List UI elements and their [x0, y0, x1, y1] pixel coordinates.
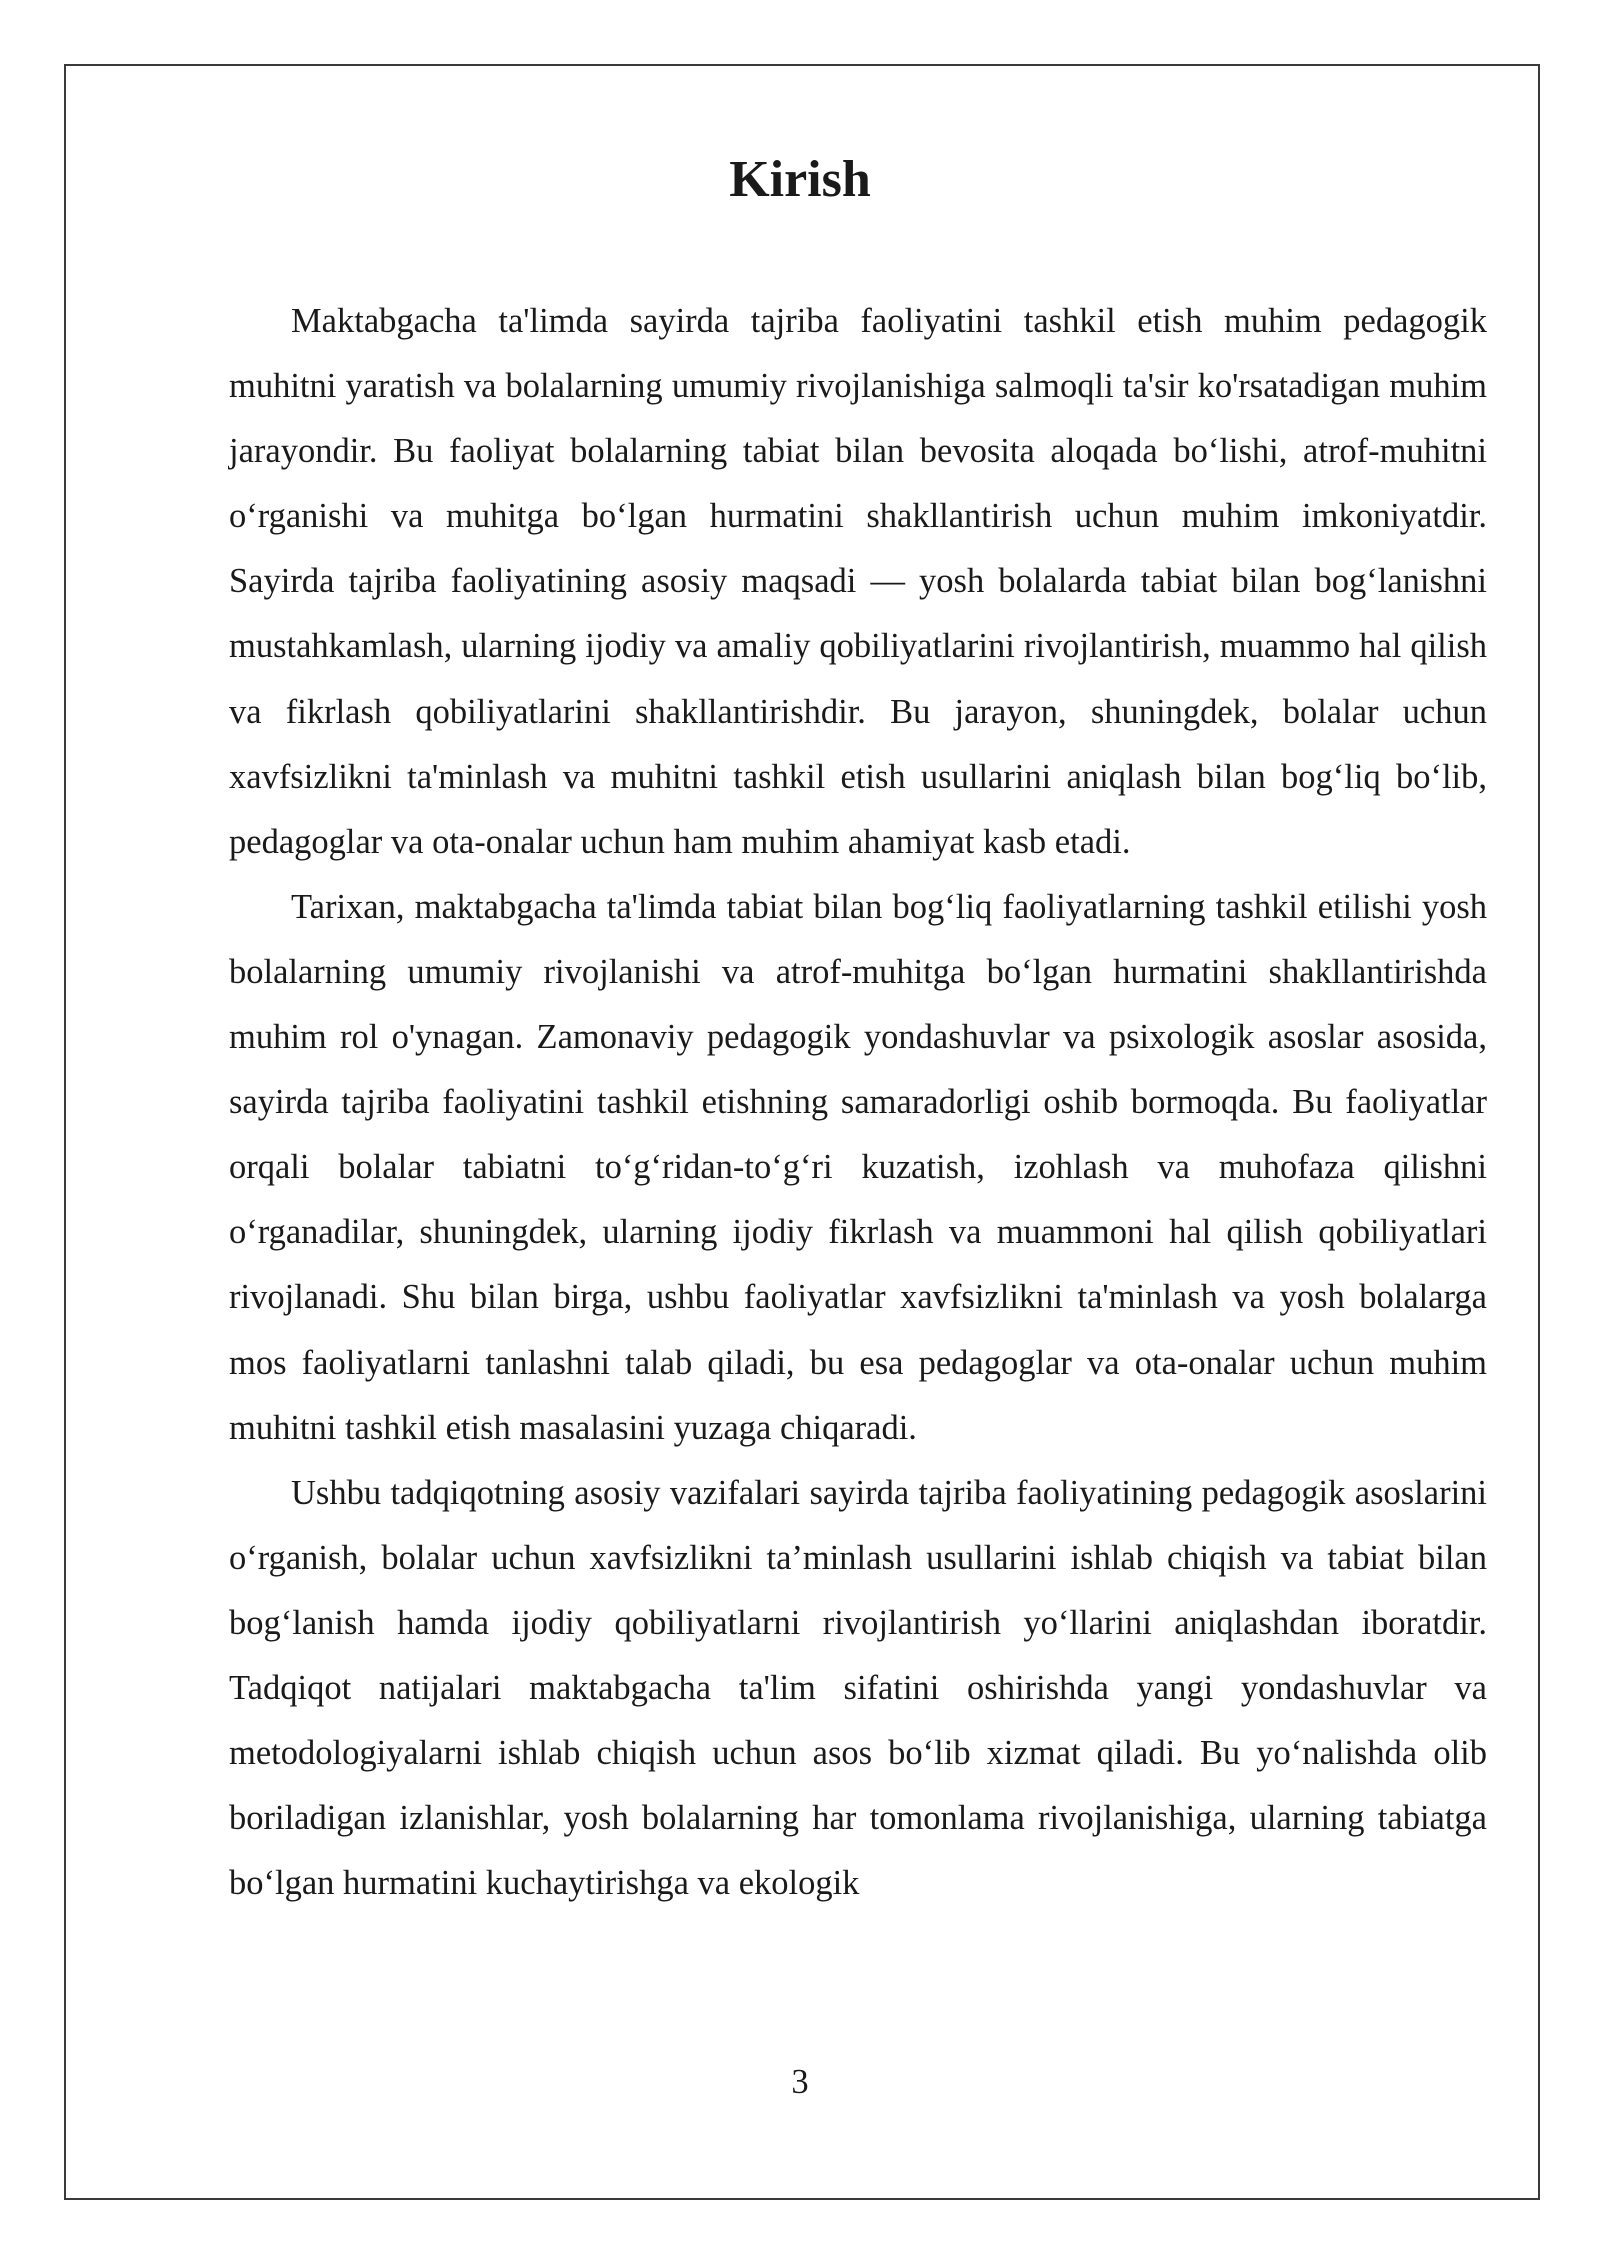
- page-number: 3: [791, 2063, 809, 2101]
- body-text: [229, 289, 1487, 1916]
- paragraph-1: Maktabgacha ta'limda sayirda tajriba faoliyatini tashkil etish muhim pedagogik muhitni yaratish va bolalarning umumiy rivojlanishiga salmoqli ta'sir ko'rsatadigan muhim jarayondir. Bu faoliyat bolalarning tabiat bilan bevosita aloqada bo‘lishi, atrof-muhitni o‘rganishi va muhitga bo‘lgan hurmatini shakllantirish uchun muhim imkoniyatdir. Sayirda tajriba faoliyatining asosiy maqsadi — yosh bolalarda tabiat bilan bog‘lanishni mustahkamlash, ularning ijodiy va amaliy qobiliyatlarini rivojlantirish, muammo hal qilish va fikrlash qobiliyatlarini shakllantirishdir. Bu jarayon, shuningdek, bolalar uchun xavfsizlikni ta'minlash va muhitni tashkil etish usullarini aniqlash bilan bog‘liq bo‘lib, pedagoglar va ota-onalar uchun ham muhim ahamiyat kasb etadi.: [229, 302, 1487, 861]
- paragraph-2: Tarixan, maktabgacha ta'limda tabiat bilan bog‘liq faoliyatlarning tashkil etilishi yosh bolalarning umumiy rivojlanishi va atrof-muhitga bo‘lgan hurmatini shakllantirishda muhim rol o'ynagan. Zamonaviy pedagogik yondashuvlar va psixologik asoslar asosida, sayirda tajriba faoliyatini tashkil etishning samaradorligi oshib bormoqda. Bu faoliyatlar orqali bolalar tabiatni to‘g‘ridan-to‘g‘ri kuzatish, izohlash va muhofaza qilishni o‘rganadilar, shuningdek, ularning ijodiy fikrlash va muammoni hal qilish qobiliyatlari rivojlanadi. Shu bilan birga, ushbu faoliyatlar xavfsizlikni ta'minlash va yosh bolalarga mos faoliyatlarni tanlashni talab qiladi, bu esa pedagoglar va ota-onalar uchun muhim muhitni tashkil etish masalasini yuzaga chiqaradi.: [229, 887, 1487, 1447]
- page-title: Kirish: [729, 151, 871, 208]
- paragraph-3: Ushbu tadqiqotning asosiy vazifalari sayirda tajriba faoliyatining pedagogik asoslarini o‘rganish, bolalar uchun xavfsizlikni ta’minlash usullarini ishlab chiqish va tabiat bilan bog‘lanish hamda ijodiy qobiliyatlarni rivojlantirish yo‘llarini aniqlashdan iboratdir. Tadqiqot natijalari maktabgacha ta'lim sifatini oshirishda yangi yondashuvlar va metodologiyalarni ishlab chiqish uchun asos bo‘lib xizmat qiladi. Bu yo‘nalishda olib boriladigan izlanishlar, yosh bolalarning har tomonlama rivojlanishiga, ularning tabiatga bo‘lgan hurmatini kuchaytirishga va ekologik: [229, 1473, 1487, 1903]
